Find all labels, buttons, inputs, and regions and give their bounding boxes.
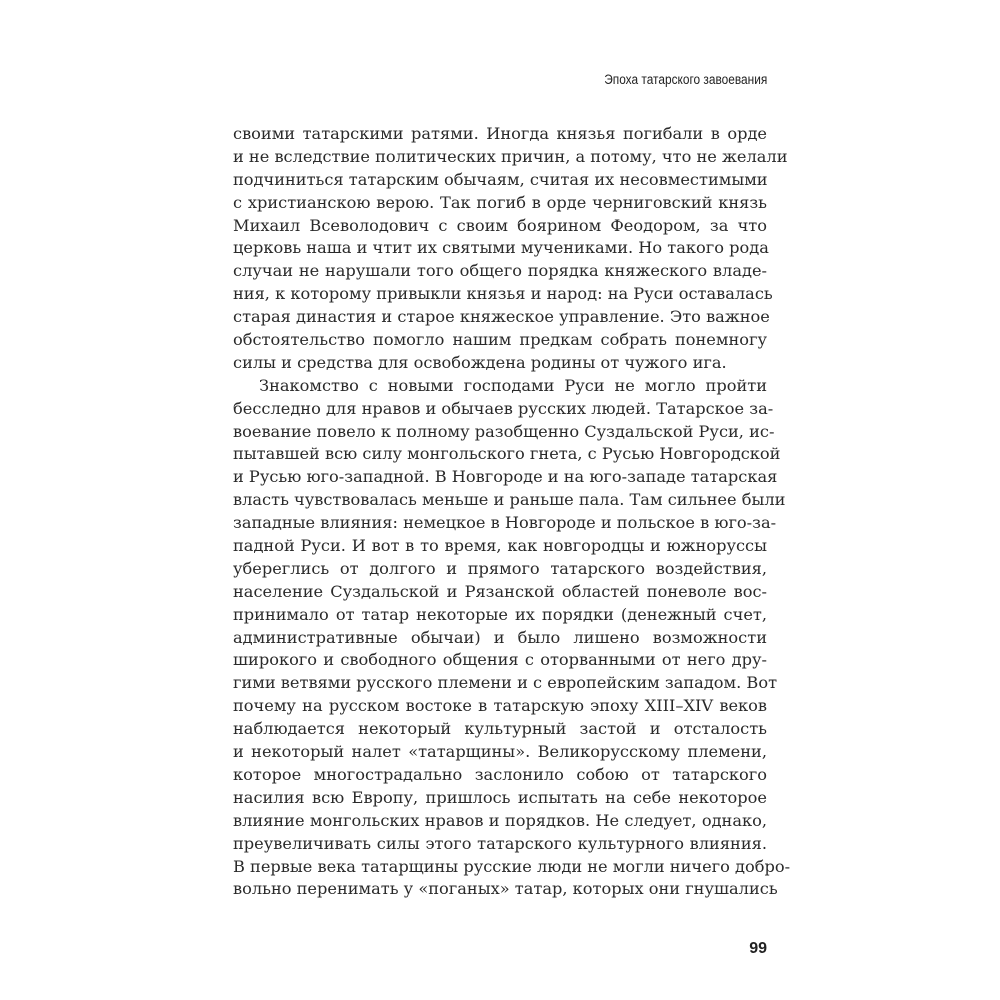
paragraph — [233, 375, 791, 901]
text-line: наблюдается некоторый культурный застой и отсталость — [233, 719, 767, 739]
running-header: Эпоха татарского завоевания — [603, 72, 767, 87]
text-line: В первые века татарщины русские люди не могли ничего добро- — [233, 856, 791, 876]
text-line: бесследно для нравов и обычаев русских людей. Татарское за- — [233, 398, 774, 418]
text-line: подчиниться татарским обычаям, считая их несовместимыми — [233, 169, 768, 189]
text-line: и не вследствие политических причин, а потому, что не желали — [233, 146, 788, 166]
text-line: принимало от татар некоторые их порядки (денежный счет, — [233, 604, 767, 624]
text-line: административные обычаи) и было лишено возможности — [233, 627, 767, 647]
text-line: которое многострадально заслонило собою от татарского — [233, 764, 767, 784]
text-line: ния, к которому привыкли князья и народ: на Руси оставалась — [233, 284, 773, 304]
text-line: старая династия и старое княжеское управление. Это важное — [233, 307, 770, 327]
text-line: и некоторый налет «татарщины». Великорусскому племени, — [233, 742, 767, 762]
text-line: с христианскою верою. Так погиб в орде черниговский князь — [233, 192, 767, 212]
text-line: преувеличивать силы этого татарского культурного влияния. — [233, 833, 767, 853]
text-line: убереглись от долгого и прямого татарского воздействия, — [233, 558, 767, 578]
text-line: церковь наша и чтит их святыми мучениками. Но такого рода — [233, 238, 769, 258]
text-line: Михаил Всеволодович с своим боярином Феодором, за что — [233, 215, 767, 235]
text-line: и Русью юго-западной. В Новгороде и на юго-западе татарская — [233, 467, 778, 487]
text-line: влияние монгольских нравов и порядков. Не следует, однако, — [233, 810, 767, 830]
text-line: случаи не нарушали того общего порядка княжеского владе- — [233, 261, 767, 281]
text-line: Знакомство с новыми господами Руси не могло пройти — [259, 375, 767, 395]
page-number: 99 — [749, 940, 767, 957]
text-line: падной Руси. И вот в то время, как новгородцы и южноруссы — [233, 536, 767, 556]
text-line: силы и средства для освобождена родины от чужого ига. — [233, 352, 727, 372]
body-text — [233, 123, 791, 901]
text-line: почему на русском востоке в татарскую эпоху XIII–XIV веков — [233, 696, 767, 716]
text-line: обстоятельство помогло нашим предкам собрать понемногу — [233, 330, 767, 350]
text-line: гими ветвями русского племени и с европейским западом. Вот — [233, 673, 778, 693]
text-line: западные влияния: немецкое в Новгороде и польское в юго-за- — [233, 513, 777, 533]
paragraph — [233, 123, 788, 375]
text-line: своими татарскими ратями. Иногда князья погибали в орде — [233, 124, 767, 143]
text-line: широкого и свободного общения с оторванными от него дру- — [233, 650, 767, 670]
text-line: вольно перенимать у «поганых» татар, которых они гнушались — [233, 879, 778, 899]
text-line: население Суздальской и Рязанской областей поневоле вос- — [233, 581, 767, 601]
text-line: пытавшей всю силу монгольского гнета, с Русью Новгородской — [233, 444, 781, 464]
text-line: власть чувствовалась меньше и раньше пала. Там сильнее были — [233, 490, 786, 510]
text-line: воевание повело к полному разобщенно Суздальской Руси, ис- — [233, 421, 775, 441]
text-line: насилия всю Европу, пришлось испытать на себе некоторое — [233, 787, 767, 807]
